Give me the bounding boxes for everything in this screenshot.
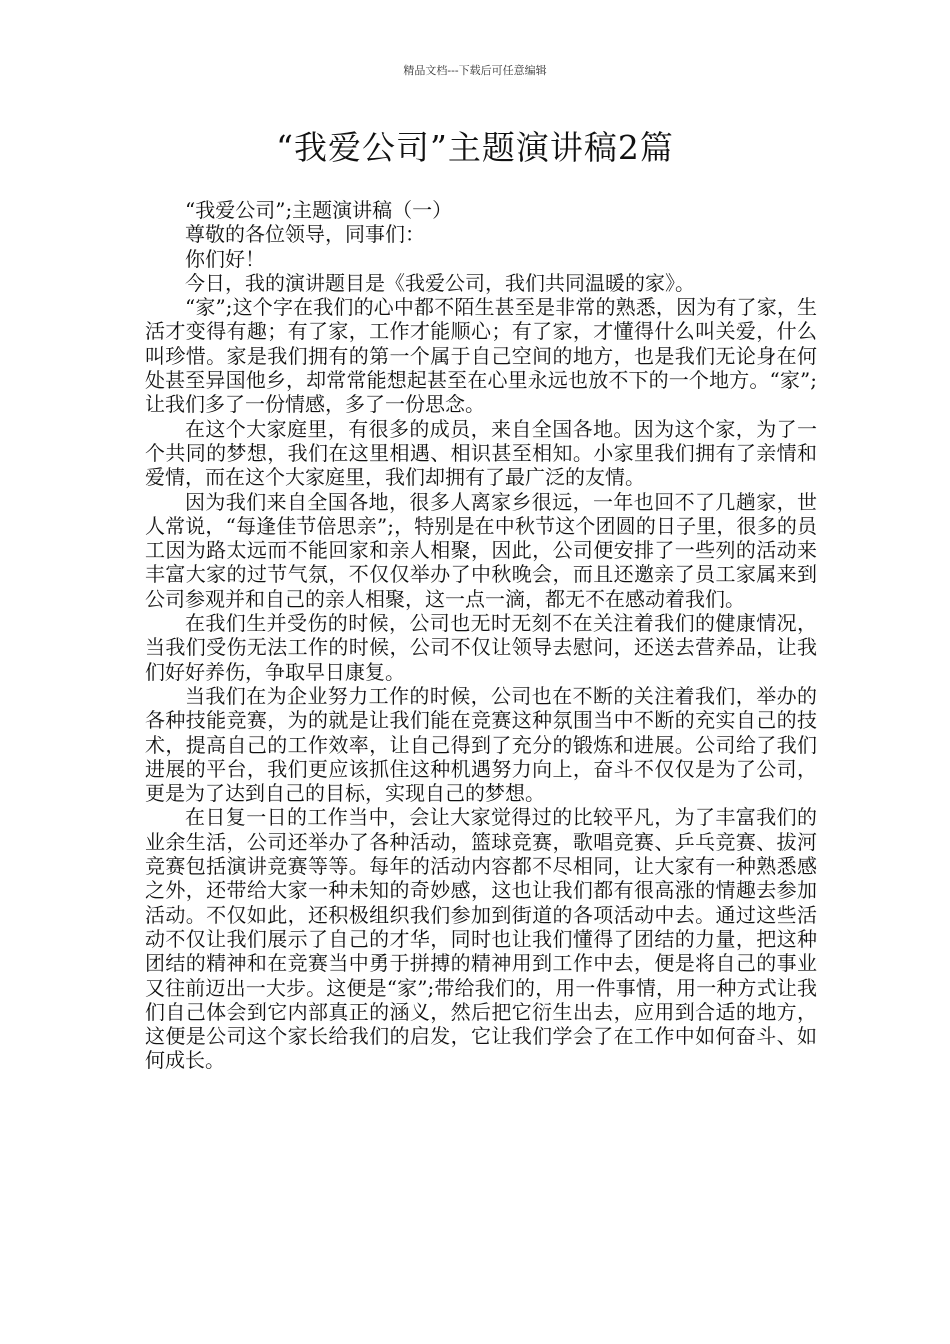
- body-paragraph: 在这个大家庭里，有很多的成员，来自全国各地。因为这个家，为了一个共同的梦想，我们在这里相遇、相识甚至相知。小家里我们拥有了亲情和爱情，而在这个大家庭里，我们却拥有了最广泛的友情。: [145, 416, 817, 490]
- document-body: [145, 198, 817, 1073]
- body-paragraph: 在日复一日的工作当中，会让大家觉得过的比较平凡，为了丰富我们的业余生活，公司还举办了各种活动，篮球竞赛，歌唱竞赛、乒乓竞赛、拔河竞赛包括演讲竞赛等等。每年的活动内容都不尽相同，让大家有一种熟悉感之外，还带给大家一种未知的奇妙感，这也让我们都有很高涨的情趣去参加活动。不仅如此，还积极组织我们参加到街道的各项活动中去。通过这些活动不仅让我们展示了自己的才华，同时也让我们懂得了团结的力量，把这种团结的精神和在竞赛当中勇于拼搏的精神用到工作中去，便是将自己的事业又往前迈出一大步。这便是“家”;带给我们的，用一件事情，用一种方式让我们自己体会到它内部真正的涵义，然后把它衍生出去，应用到合适的地方，这便是公司这个家长给我们的启发，它让我们学会了在工作中如何奋斗、如何成长。: [145, 805, 817, 1073]
- body-paragraph: 在我们生并受伤的时候，公司也无时无刻不在关注着我们的健康情况，当我们受伤无法工作的时候，公司不仅让领导去慰问，还送去营养品，让我们好好养伤，争取早日康复。: [145, 611, 817, 684]
- speech-topic: 今日，我的演讲题目是《我爱公司，我们共同温暖的家》。: [185, 270, 695, 295]
- body-paragraph: “家”;这个字在我们的心中都不陌生甚至是非常的熟悉，因为有了家，生活才变得有趣；有了家，工作才能顺心；有了家，才懂得什么叫关爱，什么叫珍惜。家是我们拥有的第一个属于自己空间的地方，也是我们无论身在何处甚至异国他乡，却常常能想起甚至在心里永远也放不下的一个地方。“家”;让我们多了一份情感，多了一份思念。: [145, 295, 817, 417]
- greeting: 你们好！: [185, 246, 265, 271]
- speech-subtitle: “我爱公司”;主题演讲稿（一）: [185, 198, 453, 222]
- body-paragraph: 因为我们来自全国各地，很多人离家乡很远，一年也回不了几趟家，世人常说，“每逢佳节倍思亲”;，特别是在中秋节这个团圆的日子里，很多的员工因为路太远而不能回家和亲人相聚，因此，公司便安排了一些列的活动来丰富大家的过节气氛，不仅仅举办了中秋晚会，而且还邀亲了员工家属来到公司参观并和自己的亲人相聚，这一点一滴，都无不在感动着我们。: [145, 489, 817, 611]
- document-title: “我爱公司”主题演讲稿2篇: [276, 128, 674, 167]
- page-header: 精品文档---下载后可任意编辑: [403, 64, 547, 77]
- salutation: 尊敬的各位领导，同事们：: [185, 222, 425, 247]
- body-paragraph: 当我们在为企业努力工作的时候，公司也在不断的关注着我们，举办的各种技能竞赛，为的就是让我们能在竞赛这种氛围当中不断的充实自己的技术，提高自己的工作效率，让自己得到了充分的锻炼和进展。公司给了我们进展的平台，我们更应该抓住这种机遇努力向上，奋斗不仅仅是为了公司，更是为了达到自己的目标，实现自己的梦想。: [145, 683, 817, 806]
